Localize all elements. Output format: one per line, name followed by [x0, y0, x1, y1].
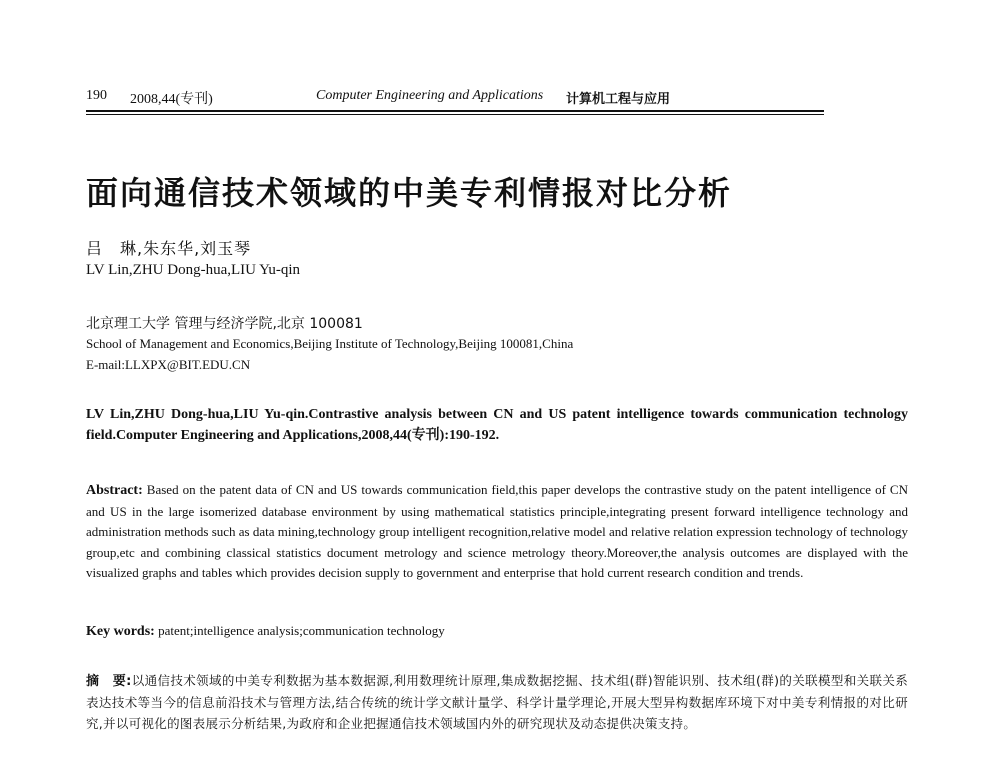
running-header	[86, 88, 926, 110]
abstract-cn	[86, 670, 908, 734]
journal-name-en: Computer Engineering and Applications	[316, 88, 544, 103]
header-rule-thin	[86, 114, 824, 115]
abstract-text: Based on the patent data of CN and US towards communication field,this paper develops the contrastive study on the patent intelligence of CN and US in the large isomerized database environment by using mathematical statistics principle,integrating present forward intelligence technology and administration methods such as data mining,technology group intelligent recognition,relative model and relative relation expression technology of technology group,etc and combining classical statistics document metrology and science metrology theory.Moreover,the analysis outcomes are displayed with the visualized graphs and tables which provides decision supply to government and enterprise that hold current research condition and trends.	[86, 482, 908, 580]
abstract-cn-label: 摘 要:	[86, 674, 132, 689]
header-rule-thick	[86, 110, 824, 112]
volume-info: 2008,44(专刊)	[130, 92, 213, 107]
abstract-cn-text: 以通信技术领域的中美专利数据为基本数据源,利用数理统计原理,集成数据挖掘、技术组(群)智能识别、技术组(群)的关联模型和关联关系表达技术等当今的信息前沿技术与管理方法,结合传统的统计学文献计量学、科学计量学理论,开展大型异构数据库环境下对中美专利情报的对比研究,并以可视化的图表展示分析结果,为政府和企业把握通信技术领域国内外的研究现状及动态提供决策支持。	[86, 673, 908, 731]
page-number: 190	[86, 88, 107, 103]
affiliation-cn: 北京理工大学 管理与经济学院,北京 100081	[86, 316, 363, 332]
authors-en: LV Lin,ZHU Dong-hua,LIU Yu-qin	[86, 262, 301, 278]
paper-title: 面向通信技术领域的中美专利情报对比分析	[86, 174, 733, 212]
affiliation-en: School of Management and Economics,Beijing Institute of Technology,Beijing 100081,China	[86, 336, 574, 351]
keywords-en	[86, 623, 908, 640]
journal-name-cn: 计算机工程与应用	[566, 92, 671, 107]
citation: LV Lin,ZHU Dong-hua,LIU Yu-qin.Contrastive analysis between CN and US patent intelligence towards communication technology field.Computer Engineering and Applications,2008,44(专刊):190-192.	[86, 407, 908, 443]
author-email: E-mail:LLXPX@BIT.EDU.CN	[86, 357, 251, 372]
abstract-label: Abstract:	[86, 483, 143, 498]
keywords-text: patent;intelligence analysis;communication technology	[158, 623, 445, 638]
authors-cn: 吕 琳,朱东华,刘玉琴	[86, 239, 252, 258]
keywords-label: Key words:	[86, 624, 155, 639]
abstract-en	[86, 480, 908, 584]
